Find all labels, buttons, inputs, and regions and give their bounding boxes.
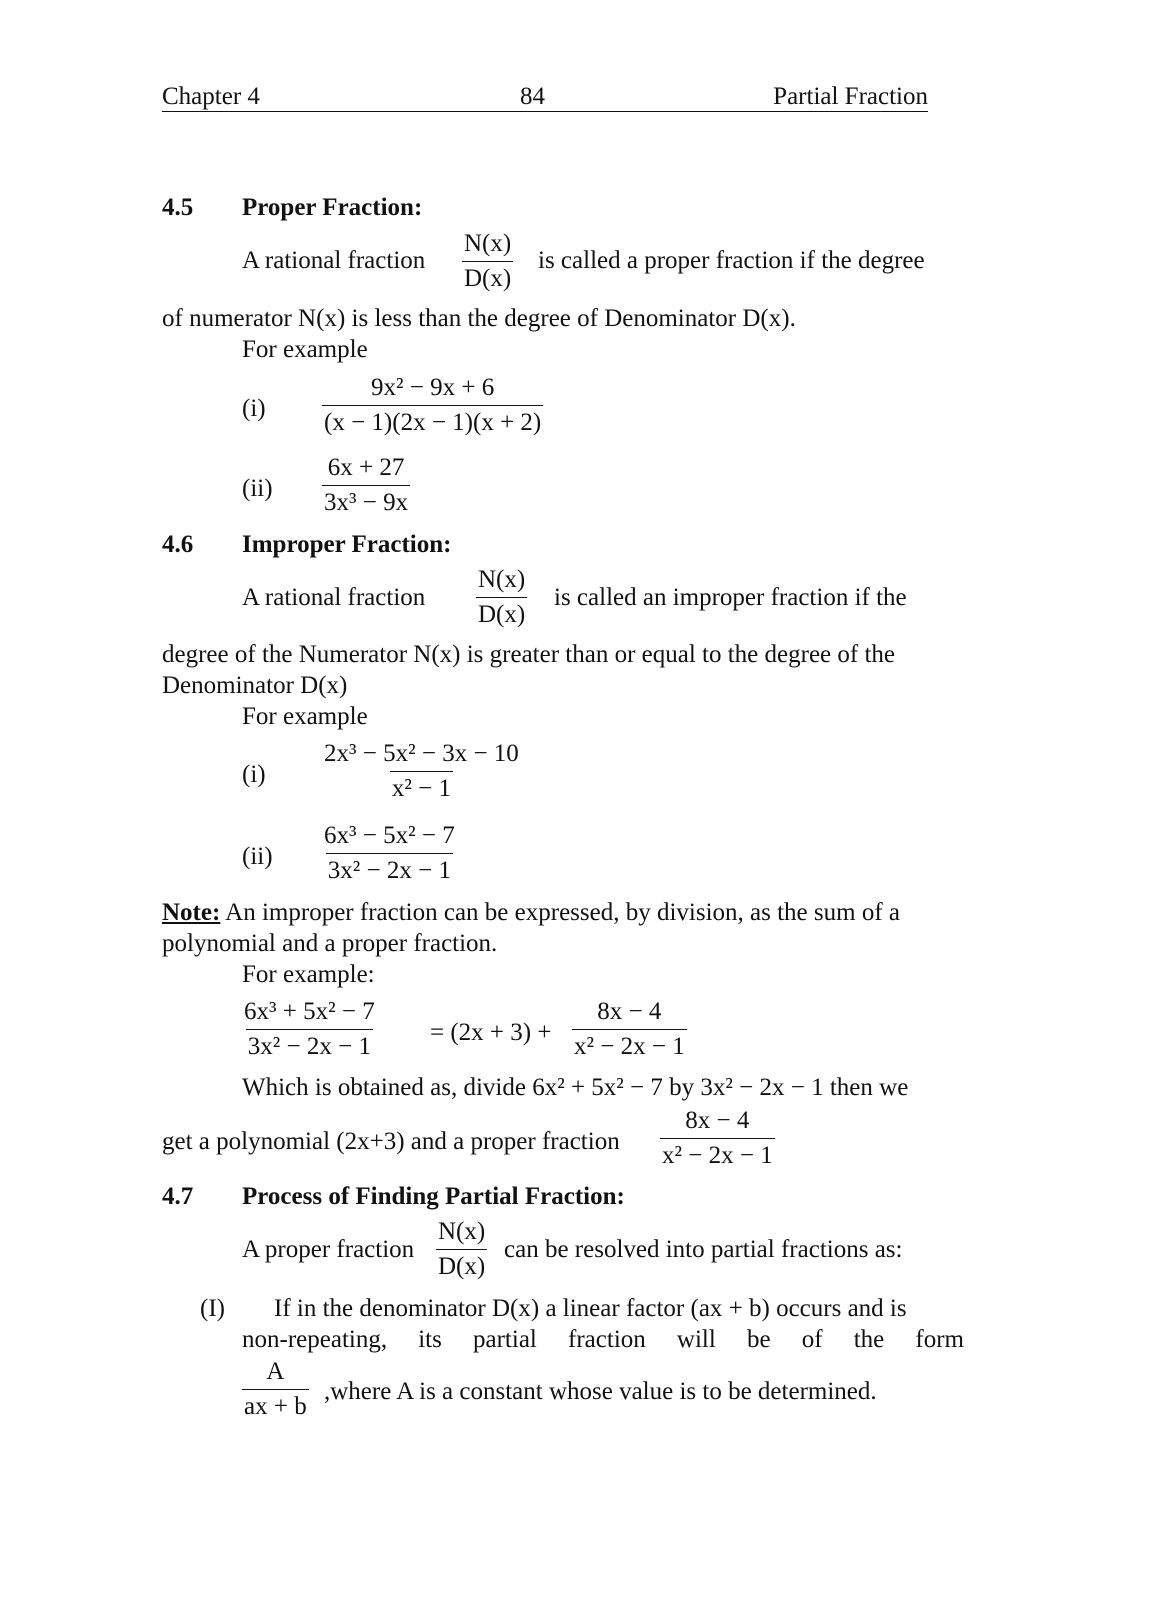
note-which-line: Which is obtained as, divide 6x² + 5x² − 7 by 3x² − 2x − 1 then we (242, 1074, 909, 1101)
note-lhs-fraction (242, 998, 377, 1061)
sec47-item-label: (I) (200, 1295, 225, 1322)
fraction-numerator: N(x) (438, 1218, 486, 1245)
sec47-item-line2: non-repeating, its partial fraction will be of the form (242, 1326, 964, 1353)
header-page-number: 84 (520, 83, 545, 110)
fraction-numerator: 8x − 4 (597, 998, 662, 1025)
section-4-5-number: 4.5 (162, 194, 194, 221)
fraction-numerator: 8x − 4 (685, 1107, 750, 1134)
fraction-numerator: N(x) (478, 566, 526, 593)
note-text: An improper fraction can be expressed, by division, as the sum of a (220, 899, 900, 926)
sec46-line3: Denominator D(x) (162, 672, 348, 699)
fraction-denominator: D(x) (462, 261, 513, 293)
fraction-numerator: 6x + 27 (327, 454, 405, 481)
sec46-ex1-label: (i) (242, 761, 266, 788)
sec47-item-line1: If in the denominator D(x) a linear factor (ax + b) occurs and is (274, 1295, 907, 1322)
sec45-ex1-label: (i) (242, 395, 266, 422)
sec46-intro-a: A rational fraction (242, 584, 426, 611)
sec46-ex1-fraction (322, 740, 521, 803)
section-4-5-title: Proper Fraction: (242, 194, 423, 221)
note-label: Note: (162, 899, 221, 926)
sec47-intro-a: A proper fraction (242, 1236, 415, 1263)
fraction-numerator: 6x³ + 5x² − 7 (244, 998, 375, 1025)
sec45-ex2-label: (ii) (242, 475, 273, 502)
sec45-intro-a: A rational fraction (242, 247, 426, 274)
fraction-denominator: 3x³ − 9x (322, 485, 410, 517)
fraction-numerator: 6x³ − 5x² − 7 (324, 822, 455, 849)
fraction-numerator: A (266, 1358, 285, 1385)
fraction-denominator: D(x) (476, 597, 527, 629)
sec45-ex2-fraction (322, 454, 410, 517)
section-4-7-number: 4.7 (162, 1183, 194, 1210)
fraction-denominator: 3x² − 2x − 1 (246, 1029, 373, 1061)
note-line2: polynomial and a proper fraction. (162, 930, 498, 957)
note-get-line: get a polynomial (2x+3) and a proper fraction (162, 1128, 620, 1155)
sec47-form-fraction (242, 1358, 309, 1421)
fraction-numerator: N(x) (464, 230, 512, 257)
sec45-line2: of numerator N(x) is less than the degree of Denominator D(x). (162, 305, 796, 332)
sec45-fraction (462, 230, 513, 293)
sec45-intro-b: is called a proper fraction if the degree (538, 247, 925, 274)
sec47-item-tail: ,where A is a constant whose value is to be determined. (324, 1378, 877, 1405)
fraction-denominator: x² − 1 (390, 771, 453, 803)
sec46-intro-b: is called an improper fraction if the (554, 584, 907, 611)
note-equals: = (2x + 3) + (430, 1019, 552, 1046)
sec45-ex1-fraction (322, 374, 543, 437)
note-get-fraction (660, 1107, 775, 1170)
sec45-for-example: For example (242, 336, 368, 363)
sec46-ex2-label: (ii) (242, 843, 273, 870)
header-chapter: Chapter 4 (162, 83, 260, 110)
sec46-fraction (476, 566, 527, 629)
fraction-denominator: (x − 1)(2x − 1)(x + 2) (322, 405, 543, 437)
sec46-for-example: For example (242, 703, 368, 730)
fraction-numerator: 2x³ − 5x² − 3x − 10 (324, 740, 519, 767)
fraction-denominator: x² − 2x − 1 (660, 1138, 775, 1170)
note-line1 (162, 898, 964, 928)
sec46-line2: degree of the Numerator N(x) is greater than or equal to the degree of the (162, 641, 896, 668)
section-4-7-title: Process of Finding Partial Fraction: (242, 1183, 625, 1210)
section-4-6-title: Improper Fraction: (242, 531, 452, 558)
sec46-ex2-fraction (322, 822, 457, 885)
header-topic: Partial Fraction (773, 83, 928, 110)
fraction-denominator: x² − 2x − 1 (572, 1029, 687, 1061)
fraction-denominator: D(x) (436, 1249, 487, 1281)
sec47-fraction (436, 1218, 487, 1281)
sec47-intro-b: can be resolved into partial fractions as: (504, 1236, 903, 1263)
page-header (162, 83, 928, 112)
note-rhs-fraction (572, 998, 687, 1061)
fraction-denominator: ax + b (242, 1389, 309, 1421)
note-for-example: For example: (242, 961, 375, 988)
fraction-numerator: 9x² − 9x + 6 (371, 374, 495, 401)
fraction-denominator: 3x² − 2x − 1 (326, 853, 453, 885)
section-4-6-number: 4.6 (162, 531, 194, 558)
